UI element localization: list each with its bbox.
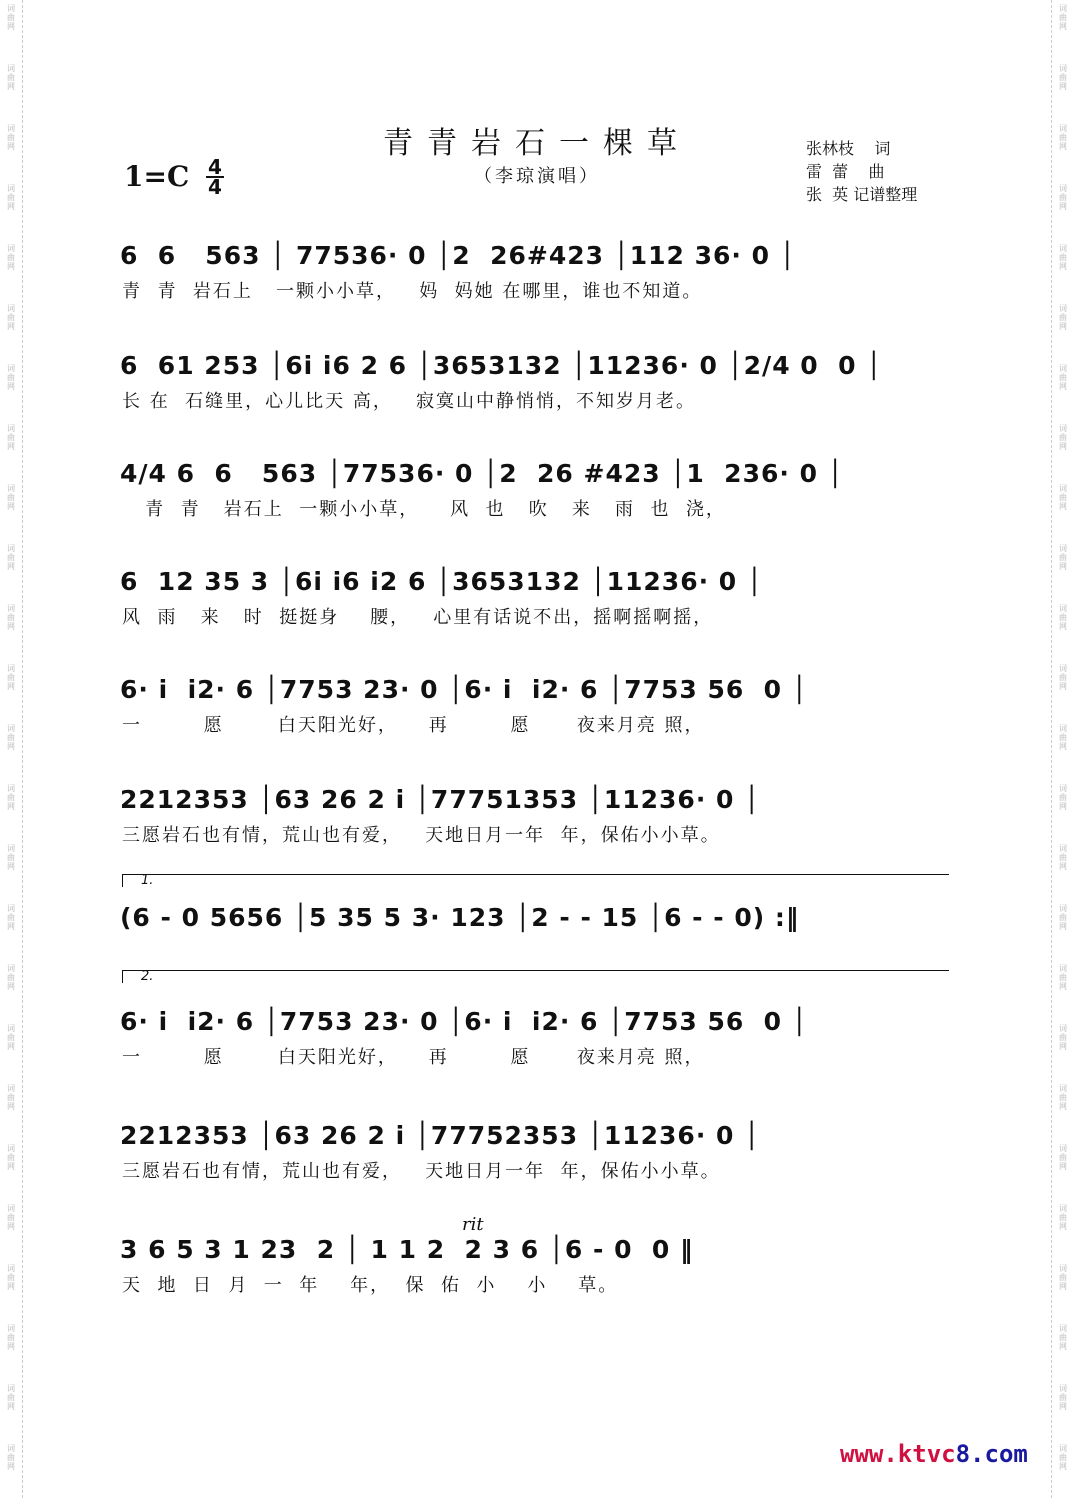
volta-bracket-2 (122, 970, 949, 983)
song-title: 青青岩石一棵草 (383, 126, 691, 161)
key-signature: 1=C (124, 160, 190, 193)
time-signature-bottom: 4 (208, 175, 222, 199)
notes-line: 6· i i2· 6 │7753 23· 0 │6· i i2· 6 │7753 56 0 │ (120, 1007, 808, 1036)
watermark-mark: 词 曲 网 (7, 424, 15, 451)
watermark-mark: 词 曲 网 (1059, 364, 1067, 391)
watermark-mark: 词 曲 网 (1059, 1204, 1067, 1231)
site-footer-logo (840, 1440, 1028, 1468)
notes-line: 3 6 5 3 1 23 2 │ 1 1 2 2 3 6 │6 - 0 0 ‖ (120, 1235, 694, 1264)
watermark-mark: 词 曲 网 (7, 844, 15, 871)
lyrics-line: 长 在 石缝里，心儿比天 高， 寂寞山中静悄悄，不知岁月老。 (122, 391, 697, 412)
left-watermark-strip (0, 0, 23, 1498)
watermark-mark: 词 曲 网 (7, 1324, 15, 1351)
notes-line: 6· i i2· 6 │7753 23· 0 │6· i i2· 6 │7753 56 0 │ (120, 675, 808, 704)
watermark-mark: 词 曲 网 (1059, 784, 1067, 811)
notes-line: 2212353 │63 26 2 i │77752353 │11236· 0 │ (120, 1121, 761, 1150)
notes-line: 4/4 6 6 563 │77536· 0 │2 26 #423 │1 236· 0 │ (120, 459, 844, 488)
watermark-mark: 词 曲 网 (7, 64, 15, 91)
watermark-mark: 词 曲 网 (1059, 1144, 1067, 1171)
watermark-mark: 词 曲 网 (7, 184, 15, 211)
watermark-mark: 词 曲 网 (7, 1084, 15, 1111)
watermark-mark: 词 曲 网 (1059, 64, 1067, 91)
volta-label-1: 1. (141, 873, 154, 888)
notes-line: 6 61 253 │6i i6 2 6 │3653132 │11236· 0 │2/4 0 0 │ (120, 351, 883, 380)
watermark-mark: 词 曲 网 (1059, 1024, 1067, 1051)
watermark-mark: 词 曲 网 (7, 1144, 15, 1171)
lyrics-line: 一 愿 白天阳光好， 再 愿 夜来月亮 照， (122, 715, 705, 736)
watermark-mark: 词 曲 网 (7, 4, 15, 31)
watermark-mark: 词 曲 网 (1059, 604, 1067, 631)
footer-left: www.ktvc (840, 1440, 956, 1468)
watermark-mark: 词 曲 网 (7, 964, 15, 991)
volta-bracket-1 (122, 874, 949, 887)
credit-lyricist: 张林枝 词 (806, 139, 891, 158)
volta-label-2: 2. (141, 969, 154, 984)
notes-line: 6 12 35 3 │6i i6 i2 6 │3653132 │11236· 0 │ (120, 567, 763, 596)
watermark-mark: 词 曲 网 (1059, 304, 1067, 331)
watermark-mark: 词 曲 网 (1059, 1444, 1067, 1471)
watermark-mark: 词 曲 网 (1059, 184, 1067, 211)
watermark-mark: 词 曲 网 (1059, 424, 1067, 451)
watermark-mark: 词 曲 网 (7, 904, 15, 931)
notes-line: 6 6 563 │ 77536· 0 │2 26#423 │112 36· 0 │ (120, 241, 796, 270)
watermark-mark: 词 曲 网 (1059, 244, 1067, 271)
watermark-mark: 词 曲 网 (7, 364, 15, 391)
watermark-mark: 词 曲 网 (1059, 964, 1067, 991)
watermark-mark: 词 曲 网 (7, 124, 15, 151)
lyrics-line: 三愿岩石也有情，荒山也有爱， 天地日月一年 年，保佑小小草。 (122, 825, 721, 846)
lyrics-line: 三愿岩石也有情，荒山也有爱， 天地日月一年 年，保佑小小草。 (122, 1161, 721, 1182)
watermark-mark: 词 曲 网 (1059, 484, 1067, 511)
watermark-mark: 词 曲 网 (1059, 724, 1067, 751)
credit-transcriber: 张 英 记谱整理 (806, 185, 918, 204)
watermark-mark: 词 曲 网 (1059, 1324, 1067, 1351)
watermark-mark: 词 曲 网 (1059, 544, 1067, 571)
watermark-mark: 词 曲 网 (7, 1204, 15, 1231)
watermark-mark: 词 曲 网 (7, 724, 15, 751)
watermark-mark: 词 曲 网 (7, 1444, 15, 1471)
watermark-mark: 词 曲 网 (7, 1384, 15, 1411)
singer-note: （李琼演唱） (474, 166, 600, 187)
notes-line: 2212353 │63 26 2 i │77751353 │11236· 0 │ (120, 785, 761, 814)
watermark-mark: 词 曲 网 (7, 244, 15, 271)
watermark-mark: 词 曲 网 (1059, 4, 1067, 31)
footer-right: 8.com (955, 1440, 1028, 1468)
watermark-mark: 词 曲 网 (7, 604, 15, 631)
lyrics-line: 一 愿 白天阳光好， 再 愿 夜来月亮 照， (122, 1047, 705, 1068)
credits (806, 137, 917, 206)
watermark-mark: 词 曲 网 (7, 304, 15, 331)
watermark-mark: 词 曲 网 (1059, 1384, 1067, 1411)
time-signature-top: 4 (208, 155, 222, 179)
watermark-mark: 词 曲 网 (7, 1024, 15, 1051)
watermark-mark: 词 曲 网 (7, 544, 15, 571)
right-watermark-strip (1051, 0, 1074, 1498)
watermark-mark: 词 曲 网 (7, 664, 15, 691)
watermark-mark: 词 曲 网 (1059, 904, 1067, 931)
lyrics-line: 青 青 岩石上 一颗小小草， 妈 妈她 在哪里，谁也不知道。 (122, 281, 703, 302)
notes-line: (6 - 0 5656 │5 35 5 3· 123 │2 - - 15 │6 - - 0) :‖ (120, 903, 800, 932)
watermark-mark: 词 曲 网 (7, 1264, 15, 1291)
lyrics-line: 天 地 日 月 一 年 年， 保 佑 小 小 草。 (122, 1275, 619, 1296)
rit-marking: rit (462, 1214, 484, 1235)
watermark-mark: 词 曲 网 (1059, 124, 1067, 151)
watermark-mark: 词 曲 网 (1059, 664, 1067, 691)
lyrics-line: 青 青 岩石上 一颗小小草， 风 也 吹 来 雨 也 浇， (122, 499, 726, 520)
credit-composer: 雷 蕾 曲 (806, 162, 885, 181)
time-signature (206, 155, 224, 199)
watermark-mark: 词 曲 网 (7, 784, 15, 811)
watermark-mark: 词 曲 网 (7, 484, 15, 511)
lyrics-line: 风 雨 来 时 挺挺身 腰， 心里有话说不出，摇啊摇啊摇， (122, 607, 714, 628)
watermark-mark: 词 曲 网 (1059, 1264, 1067, 1291)
watermark-mark: 词 曲 网 (1059, 844, 1067, 871)
watermark-mark: 词 曲 网 (1059, 1084, 1067, 1111)
